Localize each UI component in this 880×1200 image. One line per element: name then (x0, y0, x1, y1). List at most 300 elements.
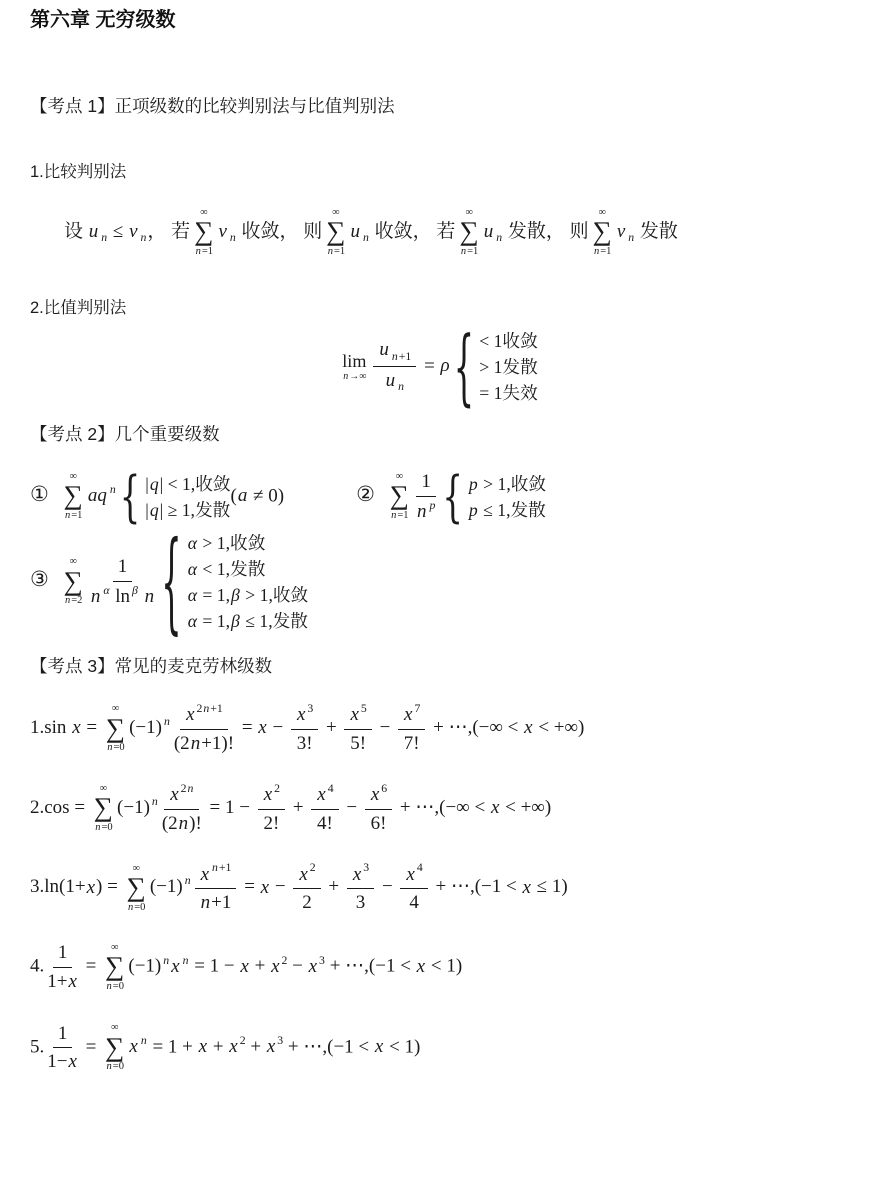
math-denominator (371, 810, 387, 836)
math-text: 3! (296, 732, 313, 754)
math-text: | < 1,收敛 (159, 473, 231, 494)
math-text: 2 (196, 701, 203, 715)
math-fraction (90, 555, 155, 609)
math-sum (127, 864, 146, 914)
math-var: n (64, 510, 71, 521)
math-var: v (129, 221, 138, 243)
math-text: 发散， 则 (503, 221, 589, 243)
math-var: n (391, 349, 398, 363)
math-var: x (198, 1036, 208, 1058)
math-var: n (203, 701, 210, 715)
sum-upper-limit: ∞ (465, 206, 473, 218)
math-var: n (460, 246, 467, 258)
math-var: α (103, 583, 110, 597)
math-text: 1 (57, 1022, 68, 1044)
math-fraction (47, 941, 78, 994)
math-var: x (490, 796, 500, 818)
math-denominator (200, 889, 232, 915)
math-text: +1)! (201, 732, 235, 754)
sum-lower-limit (94, 823, 112, 834)
math-var: q (149, 473, 159, 494)
math-var: n (178, 812, 189, 834)
log-p-series-formula (30, 516, 850, 646)
sum-lower-limit (460, 247, 478, 258)
math-var: n (109, 482, 116, 496)
math-var: n (101, 231, 108, 245)
maclaurin-sin-formula (30, 702, 850, 756)
math-fraction (400, 861, 427, 915)
math-text: = (81, 717, 102, 739)
math-var: α (187, 558, 198, 579)
math-sum (390, 472, 409, 522)
math-text: + (323, 876, 344, 898)
math-var: n (398, 380, 405, 394)
math-text: +1 (210, 701, 223, 715)
sigma-symbol: ∑ (63, 480, 83, 511)
math-subscript (362, 231, 370, 244)
math-text: 4 (409, 892, 419, 914)
math-var: x (229, 1036, 238, 1058)
sum-upper-limit: ∞ (598, 206, 606, 218)
math-text: (2 (173, 732, 190, 754)
sum-lower-limit (195, 247, 213, 258)
math-var: x (370, 783, 380, 805)
left-brace-icon: { (119, 464, 141, 529)
cases-row (479, 328, 538, 354)
math-superscript (162, 954, 170, 967)
math-var: n (106, 1061, 112, 1073)
math-numerator (373, 338, 416, 367)
math-var: x (68, 1051, 77, 1073)
math-superscript (211, 861, 231, 874)
math-text: ≠ 0) (248, 485, 285, 507)
math-text: 收敛， 若 (369, 221, 456, 243)
math-text: ≤ 1,发散 (478, 499, 546, 520)
math-var: p (468, 473, 478, 494)
math-var: x (186, 704, 195, 726)
math-text: (−1) (149, 876, 183, 898)
math-text: ≤ 1) (531, 876, 568, 898)
sum-upper-limit: ∞ (99, 782, 108, 794)
math-numerator (113, 555, 133, 582)
math-text: < +∞) (500, 796, 552, 818)
math-var: n (95, 821, 101, 833)
math-fraction (47, 1022, 78, 1075)
math-var: u (385, 370, 396, 392)
cases-rows (182, 530, 308, 635)
math-subscript (391, 350, 411, 363)
math-numerator (53, 1022, 73, 1049)
math-fraction (258, 782, 285, 836)
math-var: v (218, 221, 227, 243)
math-var: p (468, 499, 478, 520)
math-fraction (365, 782, 392, 836)
math-text: =1 (600, 246, 612, 258)
math-text: (−1) (117, 796, 150, 818)
cases-row (187, 556, 308, 582)
math-var: x (68, 970, 77, 992)
math-text: 1− (47, 1051, 68, 1073)
math-var: x (260, 876, 270, 898)
math-var: x (258, 717, 267, 739)
math-text: 4 (327, 781, 334, 795)
math-var: n (90, 585, 101, 607)
math-var: x (416, 955, 426, 977)
math-var: n (64, 595, 71, 607)
math-numerator (344, 702, 371, 730)
sigma-symbol: ∑ (63, 565, 83, 596)
sigma-symbol: ∑ (93, 792, 114, 823)
math-text: (−1) (128, 955, 162, 977)
math-var: u (350, 221, 361, 243)
math-var: n (496, 231, 503, 245)
important-series-row (30, 464, 850, 529)
cases-row (479, 380, 538, 406)
math-numerator (311, 782, 338, 810)
math-text: ≤ 1,发散 (240, 610, 308, 631)
math-text: + (245, 1036, 266, 1058)
math-cases (119, 464, 231, 529)
math-text: | ≥ 1,发散 (159, 499, 231, 520)
math-var: x (263, 783, 273, 805)
sum-upper-limit: ∞ (395, 470, 404, 482)
math-superscript (151, 795, 159, 808)
math-text: > 1发散 (479, 356, 538, 377)
math-denominator (47, 968, 78, 994)
math-var: ρ (440, 355, 450, 377)
math-text: = 1, (198, 610, 231, 631)
math-superscript (310, 861, 316, 874)
math-var: n (182, 953, 189, 967)
math-text: 发散 (635, 221, 678, 243)
math-var: n (416, 500, 427, 522)
math-text: →∞ (349, 370, 367, 382)
math-text: + ⋯,(−1 < (430, 876, 522, 898)
math-text: + ⋯,(−1 < (283, 1036, 374, 1058)
math-text: > 1,收敛 (478, 473, 547, 494)
sum-upper-limit: ∞ (200, 206, 208, 218)
math-var: β (132, 583, 138, 597)
math-text: 1+ (47, 970, 68, 992)
math-denominator (47, 1048, 78, 1074)
math-text: − (270, 876, 291, 898)
math-var: α (187, 532, 198, 553)
math-var: α (187, 584, 198, 605)
math-var: v (616, 221, 626, 243)
cases-rows (463, 471, 546, 523)
math-var: x (522, 876, 531, 898)
math-text: 3 (319, 953, 325, 967)
math-text: = (80, 1036, 102, 1058)
sum-upper-limit: ∞ (111, 1022, 119, 1034)
math-subscript (229, 231, 237, 244)
sum-lower-limit (64, 596, 82, 607)
math-superscript (163, 715, 171, 728)
math-text: 2 (180, 781, 187, 795)
math-sum (64, 472, 83, 522)
math-text: (2 (161, 812, 178, 834)
sum-lower-limit (327, 247, 345, 258)
math-text: ln (110, 585, 131, 607)
math-var: n (343, 370, 349, 382)
math-sum (105, 943, 124, 993)
math-subscript (100, 231, 108, 244)
math-fraction (195, 861, 237, 915)
math-var: p (429, 498, 436, 512)
math-var: x (317, 783, 326, 805)
math-text: 2 (274, 781, 281, 795)
math-text: =0 (101, 821, 113, 833)
math-text: 3.ln(1+ (30, 876, 86, 898)
math-var: x (524, 717, 533, 739)
math-text: +1 (218, 861, 232, 875)
math-var: x (308, 955, 318, 977)
sum-upper-limit: ∞ (111, 941, 119, 953)
math-denominator (317, 810, 333, 836)
left-brace-icon: { (161, 516, 182, 646)
math-text: =1 (71, 510, 83, 521)
math-sum (326, 208, 345, 258)
limit-subscript (342, 372, 366, 382)
math-var: x (129, 1036, 138, 1058)
math-superscript (181, 782, 195, 795)
maclaurin-cos-formula (30, 782, 850, 836)
math-text: < 1) (384, 1036, 421, 1058)
math-superscript (197, 702, 223, 715)
math-denominator (174, 730, 234, 756)
math-fraction (174, 702, 234, 756)
math-sum (106, 704, 125, 754)
math-limit (342, 352, 366, 382)
math-sum (64, 557, 83, 607)
math-fraction (162, 782, 202, 836)
math-text: 2 (281, 953, 288, 967)
math-var: n (594, 246, 600, 258)
cases-rows (474, 328, 538, 406)
math-sum (194, 208, 213, 258)
math-text: 6 (381, 781, 388, 795)
math-var: n (184, 874, 191, 888)
math-text: 3 (355, 892, 366, 914)
math-text (139, 586, 144, 607)
math-text: = (239, 876, 260, 898)
math-text: ， 若 (147, 221, 191, 243)
math-text: ) = (96, 876, 123, 898)
math-text: +1 (398, 349, 412, 363)
math-sum (459, 208, 478, 258)
sigma-symbol: ∑ (326, 216, 346, 247)
math-var: x (374, 1036, 384, 1058)
maclaurin-alternating-geometric-formula (30, 941, 850, 994)
cases-row (187, 608, 308, 634)
math-text: =1 (467, 246, 479, 258)
math-denominator (385, 367, 405, 395)
math-cases (161, 516, 309, 646)
math-text (55, 570, 60, 591)
sigma-symbol: ∑ (389, 480, 409, 511)
math-var: n (200, 892, 211, 914)
math-superscript (428, 499, 436, 512)
math-text: =1 (397, 510, 409, 521)
sum-upper-limit: ∞ (332, 206, 340, 218)
math-superscript (328, 782, 334, 795)
cases-row (468, 497, 546, 523)
math-superscript (417, 861, 423, 874)
geometric-series-formula (30, 464, 285, 529)
math-text: 5! (350, 732, 367, 754)
math-var: β (231, 610, 240, 631)
math-text: 收敛， 则 (236, 221, 323, 243)
math-var: a (237, 485, 248, 507)
math-var: n (195, 246, 201, 258)
math-var: β (231, 584, 240, 605)
math-text: 3 (307, 701, 314, 715)
math-text: 2 (302, 892, 312, 914)
math-superscript (184, 874, 192, 887)
math-text: (−1) (129, 717, 162, 739)
math-text: 设 (64, 221, 88, 243)
comparison-test-formula (30, 208, 850, 258)
math-numerator (180, 702, 228, 730)
math-superscript (414, 702, 420, 715)
math-var: x (271, 955, 280, 977)
math-text: 1 (421, 470, 431, 492)
left-brace-icon: { (442, 464, 463, 529)
math-sum (593, 208, 612, 258)
math-var: x (170, 783, 179, 805)
cases-row (145, 497, 230, 523)
math-cases (453, 317, 538, 415)
math-numerator (416, 470, 436, 497)
math-var: q (149, 499, 159, 520)
math-text: + ⋯,(−∞ < (428, 717, 524, 739)
math-fraction (398, 702, 425, 756)
math-numerator (195, 861, 237, 889)
math-text: =1 (201, 246, 214, 258)
math-text: | (145, 499, 149, 520)
math-var: n (327, 246, 333, 258)
sigma-symbol: ∑ (459, 216, 479, 247)
math-var: n (229, 231, 236, 245)
math-superscript (381, 782, 387, 795)
math-superscript (274, 782, 280, 795)
sum-upper-limit: ∞ (132, 862, 140, 874)
math-var: n (187, 781, 194, 795)
math-text (381, 485, 386, 506)
math-text: 1.sin (30, 717, 72, 739)
math-text: 4 (416, 861, 423, 875)
math-subscript (397, 380, 405, 393)
chapter-title: 第六章 无穷级数 (30, 9, 176, 31)
math-fraction (347, 861, 374, 915)
math-text: =0 (113, 742, 125, 754)
math-text: = (419, 355, 440, 377)
math-denominator (162, 810, 202, 836)
math-var: u (88, 221, 99, 243)
math-text: < +∞) (533, 717, 585, 739)
math-text: + ⋯,(−1 < (324, 955, 416, 977)
math-text: 2 (309, 861, 316, 875)
math-var: x (296, 704, 306, 726)
ratio-test-label: 2.比值判别法 (30, 298, 127, 317)
math-text: 1 (57, 942, 68, 964)
math-text: )! (189, 812, 202, 834)
math-text: > 1,收敛 (240, 584, 309, 605)
math-text: 5. (30, 1036, 45, 1058)
math-text: 5 (360, 701, 367, 715)
math-var: x (72, 717, 81, 739)
math-text: 2 (239, 1034, 246, 1048)
math-text: ( (230, 485, 237, 507)
math-text: 2.cos = (30, 796, 90, 818)
math-var: x (266, 1036, 276, 1058)
math-var: n (151, 794, 158, 808)
math-var: n (106, 980, 112, 992)
math-text (55, 485, 60, 506)
math-var: x (171, 955, 180, 977)
math-text: ≤ (108, 221, 129, 243)
math-text: + (321, 717, 342, 739)
math-text: =0 (112, 1061, 124, 1073)
math-subscript (495, 231, 503, 244)
math-var: n (140, 231, 147, 245)
maclaurin-geometric-formula (30, 1022, 850, 1075)
math-text: +1 (211, 892, 232, 914)
math-denominator (350, 730, 366, 756)
math-subscript (627, 231, 635, 244)
math-var: α (187, 610, 198, 631)
math-numerator (365, 782, 392, 810)
math-denominator (416, 497, 436, 524)
math-text: 3 (277, 1034, 284, 1048)
math-numerator (291, 702, 318, 730)
math-numerator (293, 861, 320, 889)
math-numerator (347, 861, 374, 889)
math-var: x (86, 876, 96, 898)
math-var: n (363, 231, 369, 245)
math-text: − (287, 955, 308, 977)
math-var: x (352, 863, 362, 885)
math-superscript (131, 584, 139, 597)
math-text: =0 (112, 980, 124, 992)
math-text: = 1失效 (479, 382, 538, 403)
sum-upper-limit: ∞ (69, 556, 77, 568)
sigma-symbol: ∑ (105, 712, 126, 743)
left-brace-icon: { (453, 317, 475, 415)
sigma-symbol: ∑ (105, 951, 125, 982)
keypoint-1-heading: 【考点 1】正项级数的比较判别法与比值判别法 (30, 96, 395, 116)
math-superscript (109, 483, 117, 496)
sum-lower-limit (127, 903, 145, 914)
math-denominator (302, 889, 312, 915)
math-text: < 1) (426, 955, 463, 977)
math-denominator (409, 889, 419, 915)
math-text: 6! (370, 812, 387, 834)
cases-rows (140, 471, 230, 523)
sum-lower-limit (64, 511, 82, 522)
sum-lower-limit (106, 743, 124, 754)
math-text: < 1收敛 (479, 330, 538, 351)
math-var: n (628, 231, 635, 245)
math-text: + ⋯,(−∞ < (395, 796, 490, 818)
math-numerator (164, 782, 199, 810)
sum-lower-limit (106, 1062, 124, 1073)
math-text: 4. (30, 955, 45, 977)
math-fraction (311, 782, 338, 836)
math-var: n (190, 732, 201, 754)
math-sum (94, 784, 113, 834)
cases-row (479, 354, 538, 380)
